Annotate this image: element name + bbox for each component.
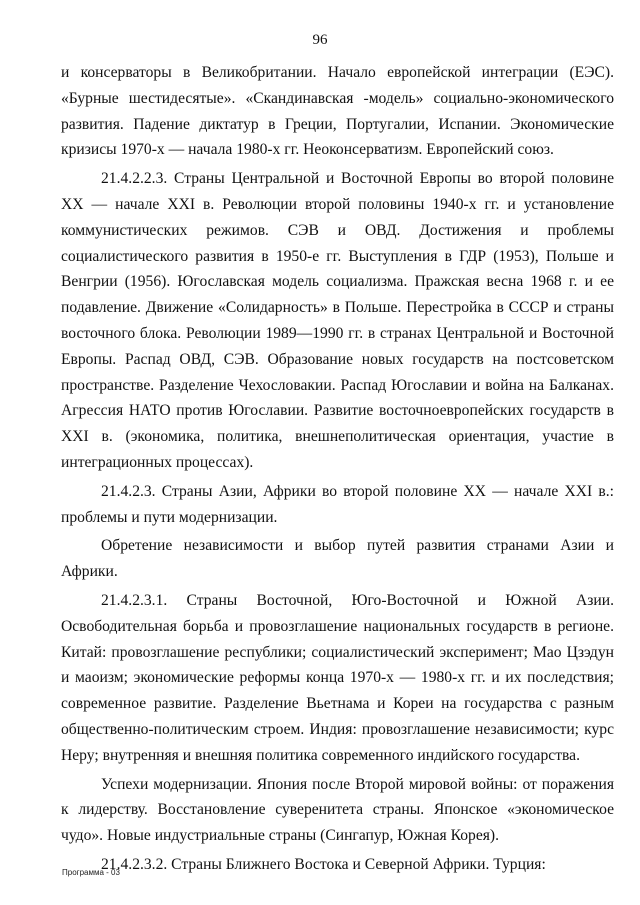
paragraph-section-21-4-2-3-1: 21.4.2.3.1. Страны Восточной, Юго-Восточной и Южной Азии. Освободительная борьба и провозглашение национальных государств в регионе. Китай: провозглашение республики; социалистический эксперимент; Мао Цзэдун и маоизм; экономические реформы конца 1970-х — 1980-х гг. и их последствия; современное развитие. Разделение Вьетнама и Кореи на государства с разным общественно-политическим строем. Индия: провозглашение независимости; курс Неру; внутренняя и внешняя политика современного индийского государства. — [61, 591, 614, 764]
page-body — [61, 60, 614, 878]
paragraph-continuation: и консерваторы в Великобритании. Начало европейской интеграции (ЕЭС). «Бурные шестидесятые». «Скандинавская -модель» социально-экономического развития. Падение диктатур в Греции, Португалии, Испании. Экономические кризисы 1970-х — начала 1980-х гг. Неоконсерватизм. Европейский союз. — [61, 64, 614, 159]
footer-label: Программа - 03 — [62, 868, 120, 877]
paragraph-section-21-4-2-3-2: 21.4.2.3.2. Страны Ближнего Востока и Северной Африки. Турция: — [101, 855, 546, 873]
paragraph-independence: Обретение независимости и выбор путей развития странами Азии и Африки. — [61, 537, 614, 581]
paragraph-section-21-4-2-3: 21.4.2.3. Страны Азии, Африки во второй половине XX — начале XXI в.: проблемы и пути модернизации. — [61, 482, 614, 526]
paragraph-section-21-4-2-2-3: 21.4.2.2.3. Страны Центральной и Восточной Европы во второй половине XX — начале XXI в. Революции второй половины 1940-х гг. и установление коммунистических режимов. СЭВ и ОВД. Достижения и проблемы социалистического развития в 1950-е гг. Выступления в ГДР (1953), Польше и Венгрии (1956). Югославская модель социализма. Пражская весна 1968 г. и ее подавление. Движение «Солидарность» в Польше. Перестройка в СССР и страны восточного блока. Революции 1989—1990 гг. в странах Центральной и Восточной Европы. Распад ОВД, СЭВ. Образование новых государств на постсоветском пространстве. Разделение Чехословакии. Распад Югославии и война на Балканах. Агрессия НАТО против Югославии. Развитие восточноевропейских государств в XXI в. (экономика, политика, внешнеполитическая ориентация, участие в интеграционных процессах). — [61, 170, 614, 471]
paragraph-modernization: Успехи модернизации. Япония после Второй мировой войны: от поражения к лидерству. Восстановление суверенитета страны. Японское «экономическое чудо». Новые индустриальные страны (Сингапур, Южная Корея). — [61, 775, 614, 845]
page-number: 96 — [312, 32, 328, 48]
